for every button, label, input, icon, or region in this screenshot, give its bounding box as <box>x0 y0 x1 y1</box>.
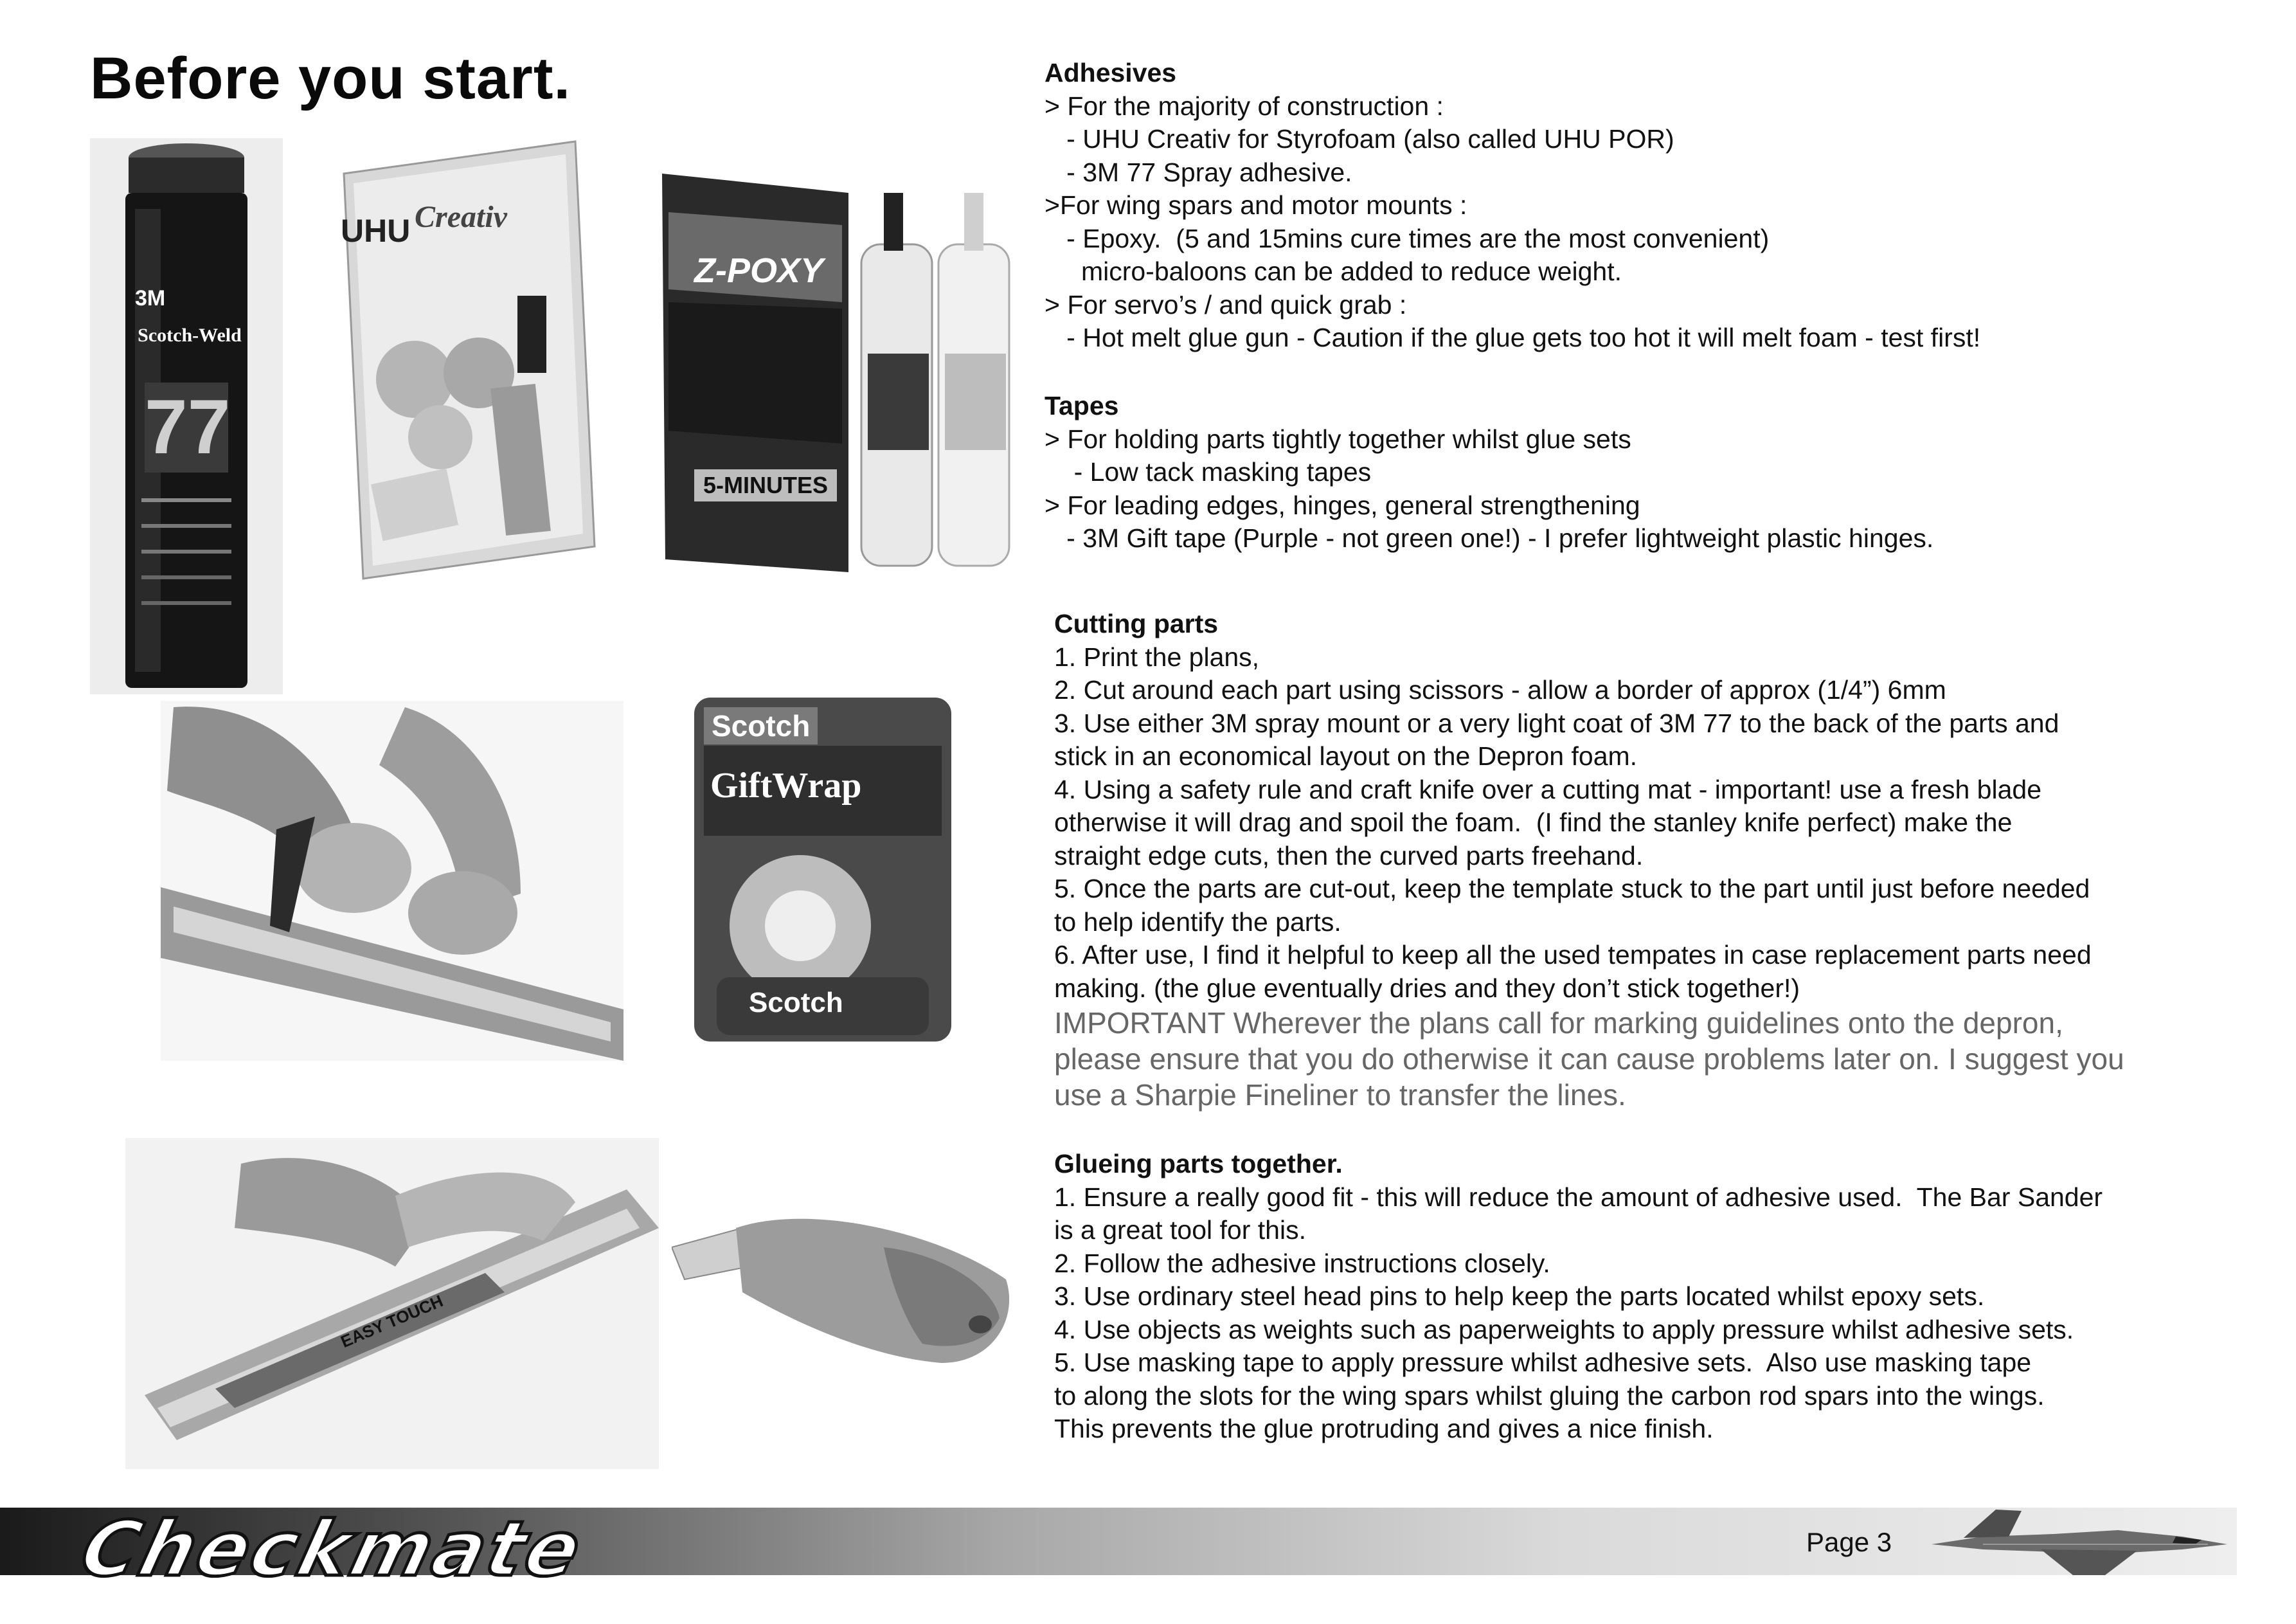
glueing-heading: Glueing parts together. <box>1054 1149 1343 1178</box>
adhesives-heading: Adhesives <box>1045 58 1177 87</box>
tape-brand-bottom: Scotch <box>749 987 843 1018</box>
adhesives-line: - 3M 77 Spray adhesive. <box>1045 157 1352 187</box>
spray-can-photo <box>90 138 283 694</box>
cutting-line: 5. Once the parts are cut-out, keep the template stuck to the part until just before needed <box>1054 874 2090 903</box>
glueing-line: 3. Use ordinary steel head pins to help keep the parts located whilst epoxy sets. <box>1054 1281 1985 1311</box>
uhu-product: Creativ <box>415 200 507 234</box>
brand-logo: Checkmate <box>72 1504 593 1593</box>
glueing-line: 5. Use masking tape to apply pressure whilst adhesive sets. Also use masking tape <box>1054 1348 2032 1377</box>
spray-can-brand: 3M <box>135 286 166 311</box>
glueing-line: 4. Use objects as weights such as paperweights to apply pressure whilst adhesive sets. <box>1054 1314 2074 1344</box>
adhesives-section <box>1045 57 1980 355</box>
page-title: Before you start. <box>90 46 571 111</box>
sander-label: EASY TOUCH <box>337 1291 446 1351</box>
adhesives-line: - UHU Creativ for Styrofoam (also called UHU POR) <box>1045 124 1674 154</box>
cutting-line: making. (the glue eventually dries and they don’t stick together!) <box>1054 973 1800 1003</box>
zpoxy-time: 5-MINUTES <box>694 469 837 501</box>
cutting-line: 2. Cut around each part using scissors - allow a border of approx (1/4”) 6mm <box>1054 675 1946 705</box>
cutting-line: to help identify the parts. <box>1054 907 1341 937</box>
tapes-section <box>1045 390 1933 555</box>
uhu-creativ-photo <box>325 135 601 585</box>
cutting-line: otherwise it will drag and spoil the foam. (I find the stanley knife perfect) make the <box>1054 807 2013 837</box>
page-number: Page 3 <box>1806 1527 1892 1557</box>
glueing-line: is a great tool for this. <box>1054 1215 1306 1245</box>
important-note-line: please ensure that you do otherwise it can cause problems later on. I suggest you <box>1054 1042 2124 1076</box>
glueing-section <box>1054 1148 2256 1446</box>
tapes-line: - Low tack masking tapes <box>1045 457 1372 487</box>
tape-brand: Scotch <box>704 707 818 744</box>
glueing-line: to along the slots for the wing spars whilst gluing the carbon rod spars into the wings. <box>1054 1380 2045 1411</box>
uhu-brand: UHU <box>341 213 411 249</box>
knife-and-rule-photo <box>161 701 623 1061</box>
glueing-line: 2. Follow the adhesive instructions closely. <box>1054 1248 1550 1278</box>
adhesives-line: - Hot melt glue gun - Caution if the glue gets too hot it will melt foam - test first! <box>1045 323 1981 352</box>
cutting-heading: Cutting parts <box>1054 609 1219 638</box>
cutting-line: 1. Print the plans, <box>1054 642 1260 672</box>
jet-icon <box>1925 1504 2234 1582</box>
stanley-knife-photo <box>672 1209 1019 1402</box>
tapes-heading: Tapes <box>1045 391 1119 420</box>
tape-product: GiftWrap <box>710 766 862 806</box>
cutting-line: 3. Use either 3M spray mount or a very light coat of 3M 77 to the back of the parts and <box>1054 708 2059 738</box>
tapes-line: - 3M Gift tape (Purple - not green one!) - I prefer lightweight plastic hinges. <box>1045 523 1934 553</box>
zpoxy-brand: Z-POXY <box>694 251 824 290</box>
bar-sander-photo <box>125 1138 659 1469</box>
cutting-section <box>1054 608 2256 1113</box>
spray-can-number: 77 <box>145 384 231 470</box>
cutting-line: stick in an economical layout on the Depron foam. <box>1054 741 1638 771</box>
cutting-line: 6. After use, I find it helpful to keep all the used tempates in case replacement parts need <box>1054 940 2092 970</box>
adhesives-line: >For wing spars and motor mounts : <box>1045 190 1467 220</box>
adhesives-line: > For the majority of construction : <box>1045 91 1444 121</box>
tapes-line: > For holding parts tightly together whilst glue sets <box>1045 424 1631 454</box>
adhesives-line: > For servo’s / and quick grab : <box>1045 289 1407 320</box>
spray-can-name: Scotch-Weld <box>138 325 242 346</box>
glueing-line: This prevents the glue protruding and gives a nice finish. <box>1054 1414 1714 1443</box>
zpoxy-photo <box>656 174 1016 579</box>
cutting-line: straight edge cuts, then the curved parts freehand. <box>1054 840 1644 871</box>
glueing-line: 1. Ensure a really good fit - this will reduce the amount of adhesive used. The Bar Sander <box>1054 1182 2103 1212</box>
cutting-line: 4. Using a safety rule and craft knife over a cutting mat - important! use a fresh blade <box>1054 774 2041 804</box>
scotch-giftwrap-photo <box>691 694 955 1045</box>
adhesives-line: micro-baloons can be added to reduce weight. <box>1045 257 1622 286</box>
tapes-line: > For leading edges, hinges, general strengthening <box>1045 490 1640 520</box>
important-note-line: IMPORTANT Wherever the plans call for marking guidelines onto the depron, <box>1054 1006 2063 1040</box>
adhesives-line: - Epoxy. (5 and 15mins cure times are the most convenient) <box>1045 223 1770 253</box>
important-note-line: use a Sharpie Fineliner to transfer the lines. <box>1054 1078 1626 1112</box>
